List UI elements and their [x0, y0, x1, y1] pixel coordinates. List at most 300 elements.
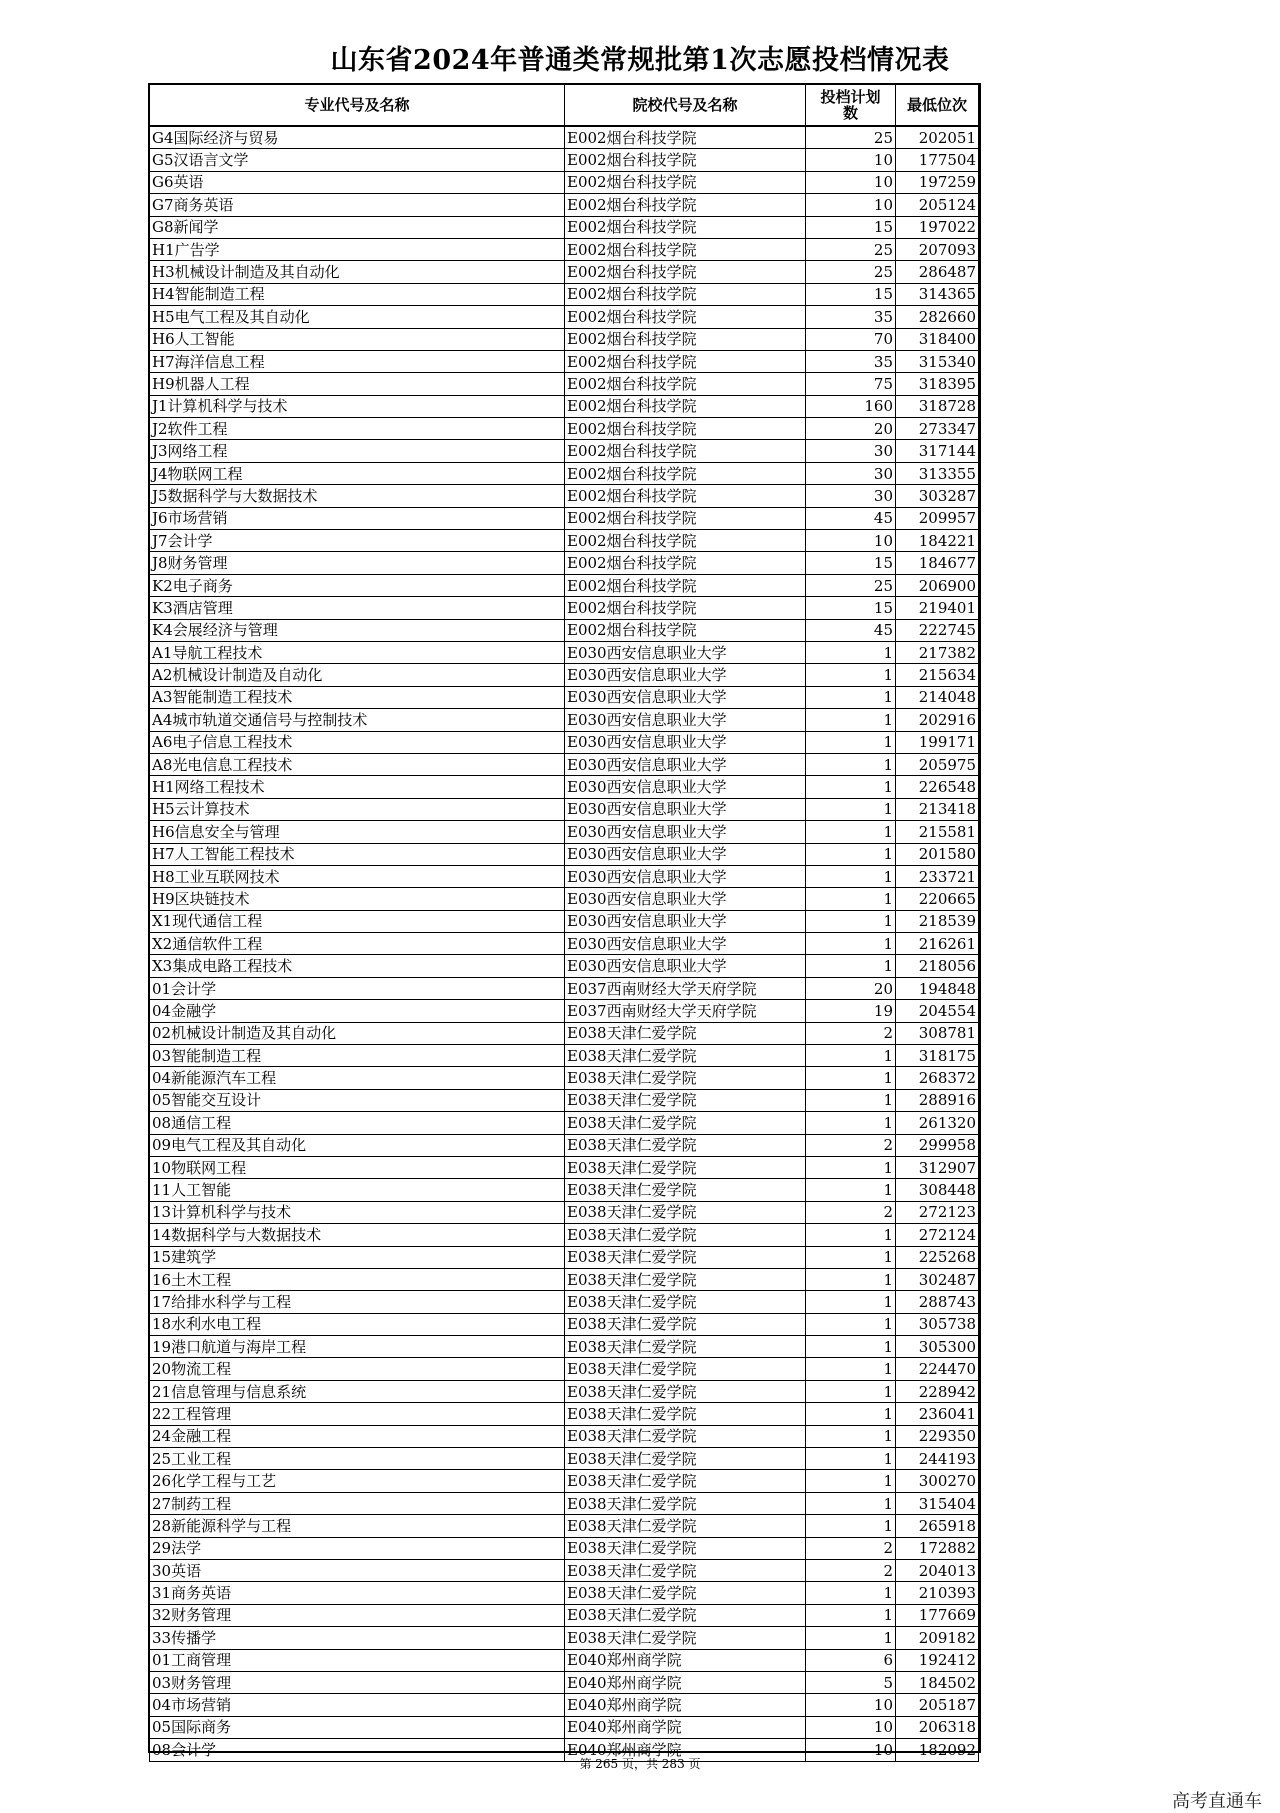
cell-major: 04金融学 [150, 1000, 565, 1022]
cell-plan: 20 [806, 977, 896, 999]
table-row [150, 328, 979, 350]
cell-college: E002烟台科技学院 [565, 597, 806, 619]
cell-major: 30英语 [150, 1560, 565, 1582]
cell-plan: 1 [806, 1604, 896, 1626]
cell-plan: 1 [806, 1425, 896, 1447]
table-row [150, 1694, 979, 1716]
cell-rank: 182092 [896, 1739, 979, 1761]
cell-major: X1现代通信工程 [150, 910, 565, 932]
cell-plan: 1 [806, 1179, 896, 1201]
cell-major: H1网络工程技术 [150, 776, 565, 798]
cell-college: E038天津仁爱学院 [565, 1537, 806, 1559]
cell-college: E002烟台科技学院 [565, 238, 806, 260]
cell-college: E038天津仁爱学院 [565, 1179, 806, 1201]
cell-rank: 202051 [896, 126, 979, 149]
admission-table [149, 84, 979, 1762]
cell-major: A1导航工程技术 [150, 641, 565, 663]
cell-rank: 206318 [896, 1716, 979, 1738]
cell-rank: 209182 [896, 1627, 979, 1649]
cell-college: E002烟台科技学院 [565, 619, 806, 641]
table-row [150, 149, 979, 171]
cell-rank: 204013 [896, 1560, 979, 1582]
cell-major: H5云计算技术 [150, 798, 565, 820]
cell-major: A3智能制造工程技术 [150, 686, 565, 708]
cell-college: E040郑州商学院 [565, 1671, 806, 1693]
cell-plan: 1 [806, 1112, 896, 1134]
cell-major: H6信息安全与管理 [150, 821, 565, 843]
cell-major: 04市场营销 [150, 1694, 565, 1716]
table-row [150, 507, 979, 529]
cell-rank: 216261 [896, 933, 979, 955]
cell-rank: 268372 [896, 1067, 979, 1089]
cell-college: E030西安信息职业大学 [565, 821, 806, 843]
cell-college: E030西安信息职业大学 [565, 664, 806, 686]
cell-college: E038天津仁爱学院 [565, 1403, 806, 1425]
table-row [150, 910, 979, 932]
cell-major: 26化学工程与工艺 [150, 1470, 565, 1492]
cell-plan: 10 [806, 1716, 896, 1738]
table-row [150, 1627, 979, 1649]
header-college: 院校代号及名称 [565, 85, 806, 127]
table-row [150, 709, 979, 731]
cell-major: J7会计学 [150, 530, 565, 552]
cell-college: E030西安信息职业大学 [565, 686, 806, 708]
cell-rank: 314365 [896, 283, 979, 305]
cell-rank: 177669 [896, 1604, 979, 1626]
table-row [150, 1112, 979, 1134]
table-row [150, 1224, 979, 1246]
cell-major: 08通信工程 [150, 1112, 565, 1134]
cell-major: 18水利水电工程 [150, 1313, 565, 1335]
cell-plan: 30 [806, 462, 896, 484]
cell-plan: 45 [806, 507, 896, 529]
cell-college: E002烟台科技学院 [565, 574, 806, 596]
cell-major: 29法学 [150, 1537, 565, 1559]
table-row [150, 171, 979, 193]
cell-college: E002烟台科技学院 [565, 418, 806, 440]
cell-major: A2机械设计制造及自动化 [150, 664, 565, 686]
table-row [150, 1291, 979, 1313]
cell-major: H7海洋信息工程 [150, 350, 565, 372]
cell-college: E038天津仁爱学院 [565, 1045, 806, 1067]
table-row [150, 1515, 979, 1537]
cell-plan: 1 [806, 933, 896, 955]
cell-plan: 10 [806, 171, 896, 193]
cell-college: E002烟台科技学院 [565, 306, 806, 328]
cell-plan: 1 [806, 1246, 896, 1268]
cell-plan: 1 [806, 1627, 896, 1649]
cell-plan: 25 [806, 238, 896, 260]
cell-major: H7人工智能工程技术 [150, 843, 565, 865]
cell-rank: 205975 [896, 753, 979, 775]
cell-college: E038天津仁爱学院 [565, 1156, 806, 1178]
cell-plan: 1 [806, 1224, 896, 1246]
cell-plan: 1 [806, 753, 896, 775]
cell-plan: 1 [806, 1515, 896, 1537]
cell-college: E002烟台科技学院 [565, 485, 806, 507]
cell-plan: 10 [806, 1694, 896, 1716]
cell-college: E038天津仁爱学院 [565, 1134, 806, 1156]
cell-college: E038天津仁爱学院 [565, 1291, 806, 1313]
cell-major: 33传播学 [150, 1627, 565, 1649]
cell-major: 01工商管理 [150, 1649, 565, 1671]
cell-rank: 317144 [896, 440, 979, 462]
cell-plan: 160 [806, 395, 896, 417]
cell-rank: 205187 [896, 1694, 979, 1716]
cell-rank: 210393 [896, 1582, 979, 1604]
cell-rank: 202916 [896, 709, 979, 731]
cell-major: 14数据科学与大数据技术 [150, 1224, 565, 1246]
cell-major: 25工业工程 [150, 1448, 565, 1470]
cell-rank: 318728 [896, 395, 979, 417]
cell-rank: 184677 [896, 552, 979, 574]
cell-plan: 2 [806, 1201, 896, 1223]
table-row [150, 395, 979, 417]
cell-major: J4物联网工程 [150, 462, 565, 484]
cell-rank: 226548 [896, 776, 979, 798]
cell-rank: 172882 [896, 1537, 979, 1559]
cell-college: E040郑州商学院 [565, 1694, 806, 1716]
cell-college: E038天津仁爱学院 [565, 1022, 806, 1044]
cell-college: E002烟台科技学院 [565, 552, 806, 574]
cell-rank: 217382 [896, 641, 979, 663]
table-row [150, 306, 979, 328]
cell-plan: 19 [806, 1000, 896, 1022]
table-row [150, 821, 979, 843]
cell-rank: 197259 [896, 171, 979, 193]
cell-rank: 288743 [896, 1291, 979, 1313]
cell-college: E038天津仁爱学院 [565, 1313, 806, 1335]
cell-rank: 192412 [896, 1649, 979, 1671]
cell-college: E038天津仁爱学院 [565, 1560, 806, 1582]
cell-plan: 1 [806, 1268, 896, 1290]
cell-college: E030西安信息职业大学 [565, 776, 806, 798]
cell-plan: 35 [806, 350, 896, 372]
cell-plan: 75 [806, 373, 896, 395]
cell-plan: 1 [806, 1492, 896, 1514]
cell-major: 02机械设计制造及其自动化 [150, 1022, 565, 1044]
table-row [150, 1358, 979, 1380]
table-row [150, 1380, 979, 1402]
cell-college: E038天津仁爱学院 [565, 1627, 806, 1649]
table-body [150, 126, 979, 1761]
cell-major: H4智能制造工程 [150, 283, 565, 305]
cell-college: E030西安信息职业大学 [565, 843, 806, 865]
table-row [150, 574, 979, 596]
cell-plan: 1 [806, 1089, 896, 1111]
cell-plan: 1 [806, 709, 896, 731]
cell-rank: 184221 [896, 530, 979, 552]
cell-college: E002烟台科技学院 [565, 350, 806, 372]
cell-major: 04新能源汽车工程 [150, 1067, 565, 1089]
cell-plan: 1 [806, 1582, 896, 1604]
table-row [150, 1268, 979, 1290]
cell-college: E038天津仁爱学院 [565, 1067, 806, 1089]
cell-rank: 313355 [896, 462, 979, 484]
cell-major: G6英语 [150, 171, 565, 193]
table-row [150, 1716, 979, 1738]
cell-plan: 1 [806, 1403, 896, 1425]
cell-rank: 184502 [896, 1671, 979, 1693]
cell-rank: 261320 [896, 1112, 979, 1134]
cell-plan: 20 [806, 418, 896, 440]
table-row [150, 1089, 979, 1111]
cell-plan: 1 [806, 955, 896, 977]
cell-plan: 2 [806, 1134, 896, 1156]
cell-rank: 308781 [896, 1022, 979, 1044]
cell-major: G7商务英语 [150, 194, 565, 216]
cell-plan: 1 [806, 1291, 896, 1313]
cell-plan: 1 [806, 1448, 896, 1470]
cell-rank: 218539 [896, 910, 979, 932]
cell-plan: 35 [806, 306, 896, 328]
cell-major: J2软件工程 [150, 418, 565, 440]
cell-college: E038天津仁爱学院 [565, 1470, 806, 1492]
cell-plan: 1 [806, 1358, 896, 1380]
cell-college: E037西南财经大学天府学院 [565, 1000, 806, 1022]
cell-plan: 45 [806, 619, 896, 641]
table-row [150, 955, 979, 977]
cell-rank: 244193 [896, 1448, 979, 1470]
table-row [150, 1492, 979, 1514]
cell-college: E038天津仁爱学院 [565, 1246, 806, 1268]
table-row [150, 1156, 979, 1178]
cell-major: K3酒店管理 [150, 597, 565, 619]
table-row [150, 798, 979, 820]
table-row [150, 350, 979, 372]
table-row [150, 1134, 979, 1156]
cell-plan: 1 [806, 865, 896, 887]
table-row [150, 283, 979, 305]
cell-college: E030西安信息职业大学 [565, 709, 806, 731]
table-row [150, 1537, 979, 1559]
cell-college: E002烟台科技学院 [565, 328, 806, 350]
cell-college: E030西安信息职业大学 [565, 641, 806, 663]
cell-major: 09电气工程及其自动化 [150, 1134, 565, 1156]
cell-major: G4国际经济与贸易 [150, 126, 565, 149]
table-row [150, 1179, 979, 1201]
table-row [150, 977, 979, 999]
cell-major: H5电气工程及其自动化 [150, 306, 565, 328]
cell-major: 15建筑学 [150, 1246, 565, 1268]
cell-rank: 219401 [896, 597, 979, 619]
cell-major: 21信息管理与信息系统 [150, 1380, 565, 1402]
table-row [150, 1336, 979, 1358]
cell-plan: 2 [806, 1537, 896, 1559]
table-row [150, 194, 979, 216]
cell-college: E038天津仁爱学院 [565, 1380, 806, 1402]
cell-major: A4城市轨道交通信号与控制技术 [150, 709, 565, 731]
cell-college: E002烟台科技学院 [565, 373, 806, 395]
cell-plan: 6 [806, 1649, 896, 1671]
cell-major: 03财务管理 [150, 1671, 565, 1693]
cell-rank: 318395 [896, 373, 979, 395]
table-row [150, 731, 979, 753]
cell-major: J8财务管理 [150, 552, 565, 574]
cell-major: G8新闻学 [150, 216, 565, 238]
cell-plan: 10 [806, 1739, 896, 1761]
cell-plan: 1 [806, 843, 896, 865]
cell-major: 03智能制造工程 [150, 1045, 565, 1067]
cell-college: E002烟台科技学院 [565, 283, 806, 305]
cell-plan: 1 [806, 1380, 896, 1402]
cell-college: E038天津仁爱学院 [565, 1224, 806, 1246]
header-major: 专业代号及名称 [150, 85, 565, 127]
cell-plan: 1 [806, 1336, 896, 1358]
cell-major: X2通信软件工程 [150, 933, 565, 955]
cell-plan: 1 [806, 1470, 896, 1492]
table-row [150, 1313, 979, 1335]
cell-plan: 1 [806, 888, 896, 910]
cell-rank: 206900 [896, 574, 979, 596]
table-row [150, 1671, 979, 1693]
cell-rank: 315404 [896, 1492, 979, 1514]
cell-college: E038天津仁爱学院 [565, 1492, 806, 1514]
cell-major: A8光电信息工程技术 [150, 753, 565, 775]
cell-college: E038天津仁爱学院 [565, 1448, 806, 1470]
table-row [150, 753, 979, 775]
cell-rank: 204554 [896, 1000, 979, 1022]
cell-plan: 2 [806, 1022, 896, 1044]
cell-rank: 201580 [896, 843, 979, 865]
cell-major: K2电子商务 [150, 574, 565, 596]
cell-plan: 70 [806, 328, 896, 350]
cell-plan: 10 [806, 194, 896, 216]
cell-major: 13计算机科学与技术 [150, 1201, 565, 1223]
cell-rank: 305738 [896, 1313, 979, 1335]
table-row [150, 552, 979, 574]
cell-rank: 272123 [896, 1201, 979, 1223]
cell-plan: 15 [806, 216, 896, 238]
cell-plan: 10 [806, 149, 896, 171]
cell-college: E038天津仁爱学院 [565, 1336, 806, 1358]
cell-plan: 15 [806, 283, 896, 305]
table-row [150, 530, 979, 552]
cell-major: 17给排水科学与工程 [150, 1291, 565, 1313]
cell-major: 08会计学 [150, 1739, 565, 1761]
cell-major: 19港口航道与海岸工程 [150, 1336, 565, 1358]
cell-rank: 299958 [896, 1134, 979, 1156]
table-row [150, 1246, 979, 1268]
cell-plan: 1 [806, 821, 896, 843]
table-row [150, 664, 979, 686]
table-row [150, 238, 979, 260]
cell-rank: 220665 [896, 888, 979, 910]
cell-rank: 265918 [896, 1515, 979, 1537]
table-row [150, 1649, 979, 1671]
table-row [150, 1067, 979, 1089]
cell-college: E038天津仁爱学院 [565, 1089, 806, 1111]
cell-college: E002烟台科技学院 [565, 530, 806, 552]
table-row [150, 888, 979, 910]
cell-rank: 218056 [896, 955, 979, 977]
table-row [150, 1448, 979, 1470]
cell-college: E038天津仁爱学院 [565, 1201, 806, 1223]
cell-rank: 214048 [896, 686, 979, 708]
cell-rank: 318400 [896, 328, 979, 350]
cell-college: E040郑州商学院 [565, 1739, 806, 1761]
cell-major: 28新能源科学与工程 [150, 1515, 565, 1537]
cell-college: E030西安信息职业大学 [565, 910, 806, 932]
cell-rank: 215634 [896, 664, 979, 686]
cell-plan: 15 [806, 552, 896, 574]
cell-college: E038天津仁爱学院 [565, 1425, 806, 1447]
table-row [150, 1201, 979, 1223]
cell-plan: 1 [806, 731, 896, 753]
cell-college: E002烟台科技学院 [565, 126, 806, 149]
cell-college: E038天津仁爱学院 [565, 1268, 806, 1290]
cell-major: 10物联网工程 [150, 1156, 565, 1178]
table-row [150, 686, 979, 708]
cell-college: E002烟台科技学院 [565, 440, 806, 462]
cell-major: A6电子信息工程技术 [150, 731, 565, 753]
cell-college: E002烟台科技学院 [565, 507, 806, 529]
cell-rank: 205124 [896, 194, 979, 216]
table-row [150, 1560, 979, 1582]
table-row [150, 1000, 979, 1022]
cell-rank: 318175 [896, 1045, 979, 1067]
cell-plan: 1 [806, 686, 896, 708]
cell-plan: 30 [806, 485, 896, 507]
cell-major: 27制药工程 [150, 1492, 565, 1514]
cell-plan: 10 [806, 530, 896, 552]
cell-rank: 215581 [896, 821, 979, 843]
cell-college: E002烟台科技学院 [565, 395, 806, 417]
table-row [150, 1403, 979, 1425]
cell-rank: 224470 [896, 1358, 979, 1380]
cell-plan: 1 [806, 1067, 896, 1089]
cell-major: H1广告学 [150, 238, 565, 260]
table-row [150, 865, 979, 887]
cell-rank: 272124 [896, 1224, 979, 1246]
cell-plan: 1 [806, 1156, 896, 1178]
cell-college: E038天津仁爱学院 [565, 1582, 806, 1604]
cell-major: 01会计学 [150, 977, 565, 999]
table-row [150, 1045, 979, 1067]
cell-major: G5汉语言文学 [150, 149, 565, 171]
cell-plan: 1 [806, 1045, 896, 1067]
cell-rank: 236041 [896, 1403, 979, 1425]
table-row [150, 843, 979, 865]
cell-college: E002烟台科技学院 [565, 171, 806, 193]
cell-college: E030西安信息职业大学 [565, 955, 806, 977]
cell-major: J1计算机科学与技术 [150, 395, 565, 417]
cell-plan: 1 [806, 798, 896, 820]
cell-major: 31商务英语 [150, 1582, 565, 1604]
cell-plan: 1 [806, 664, 896, 686]
cell-college: E030西安信息职业大学 [565, 865, 806, 887]
cell-college: E038天津仁爱学院 [565, 1604, 806, 1626]
cell-rank: 209957 [896, 507, 979, 529]
cell-rank: 197022 [896, 216, 979, 238]
cell-major: 16土木工程 [150, 1268, 565, 1290]
cell-major: 05智能交互设计 [150, 1089, 565, 1111]
table-row [150, 462, 979, 484]
cell-rank: 222745 [896, 619, 979, 641]
cell-college: E002烟台科技学院 [565, 462, 806, 484]
cell-college: E002烟台科技学院 [565, 149, 806, 171]
cell-college: E037西南财经大学天府学院 [565, 977, 806, 999]
cell-college: E002烟台科技学院 [565, 216, 806, 238]
cell-rank: 303287 [896, 485, 979, 507]
cell-rank: 308448 [896, 1179, 979, 1201]
table-row [150, 440, 979, 462]
cell-plan: 5 [806, 1671, 896, 1693]
table-row [150, 1604, 979, 1626]
watermark: 高考直通车 [1172, 1791, 1262, 1812]
cell-rank: 282660 [896, 306, 979, 328]
cell-plan: 1 [806, 910, 896, 932]
